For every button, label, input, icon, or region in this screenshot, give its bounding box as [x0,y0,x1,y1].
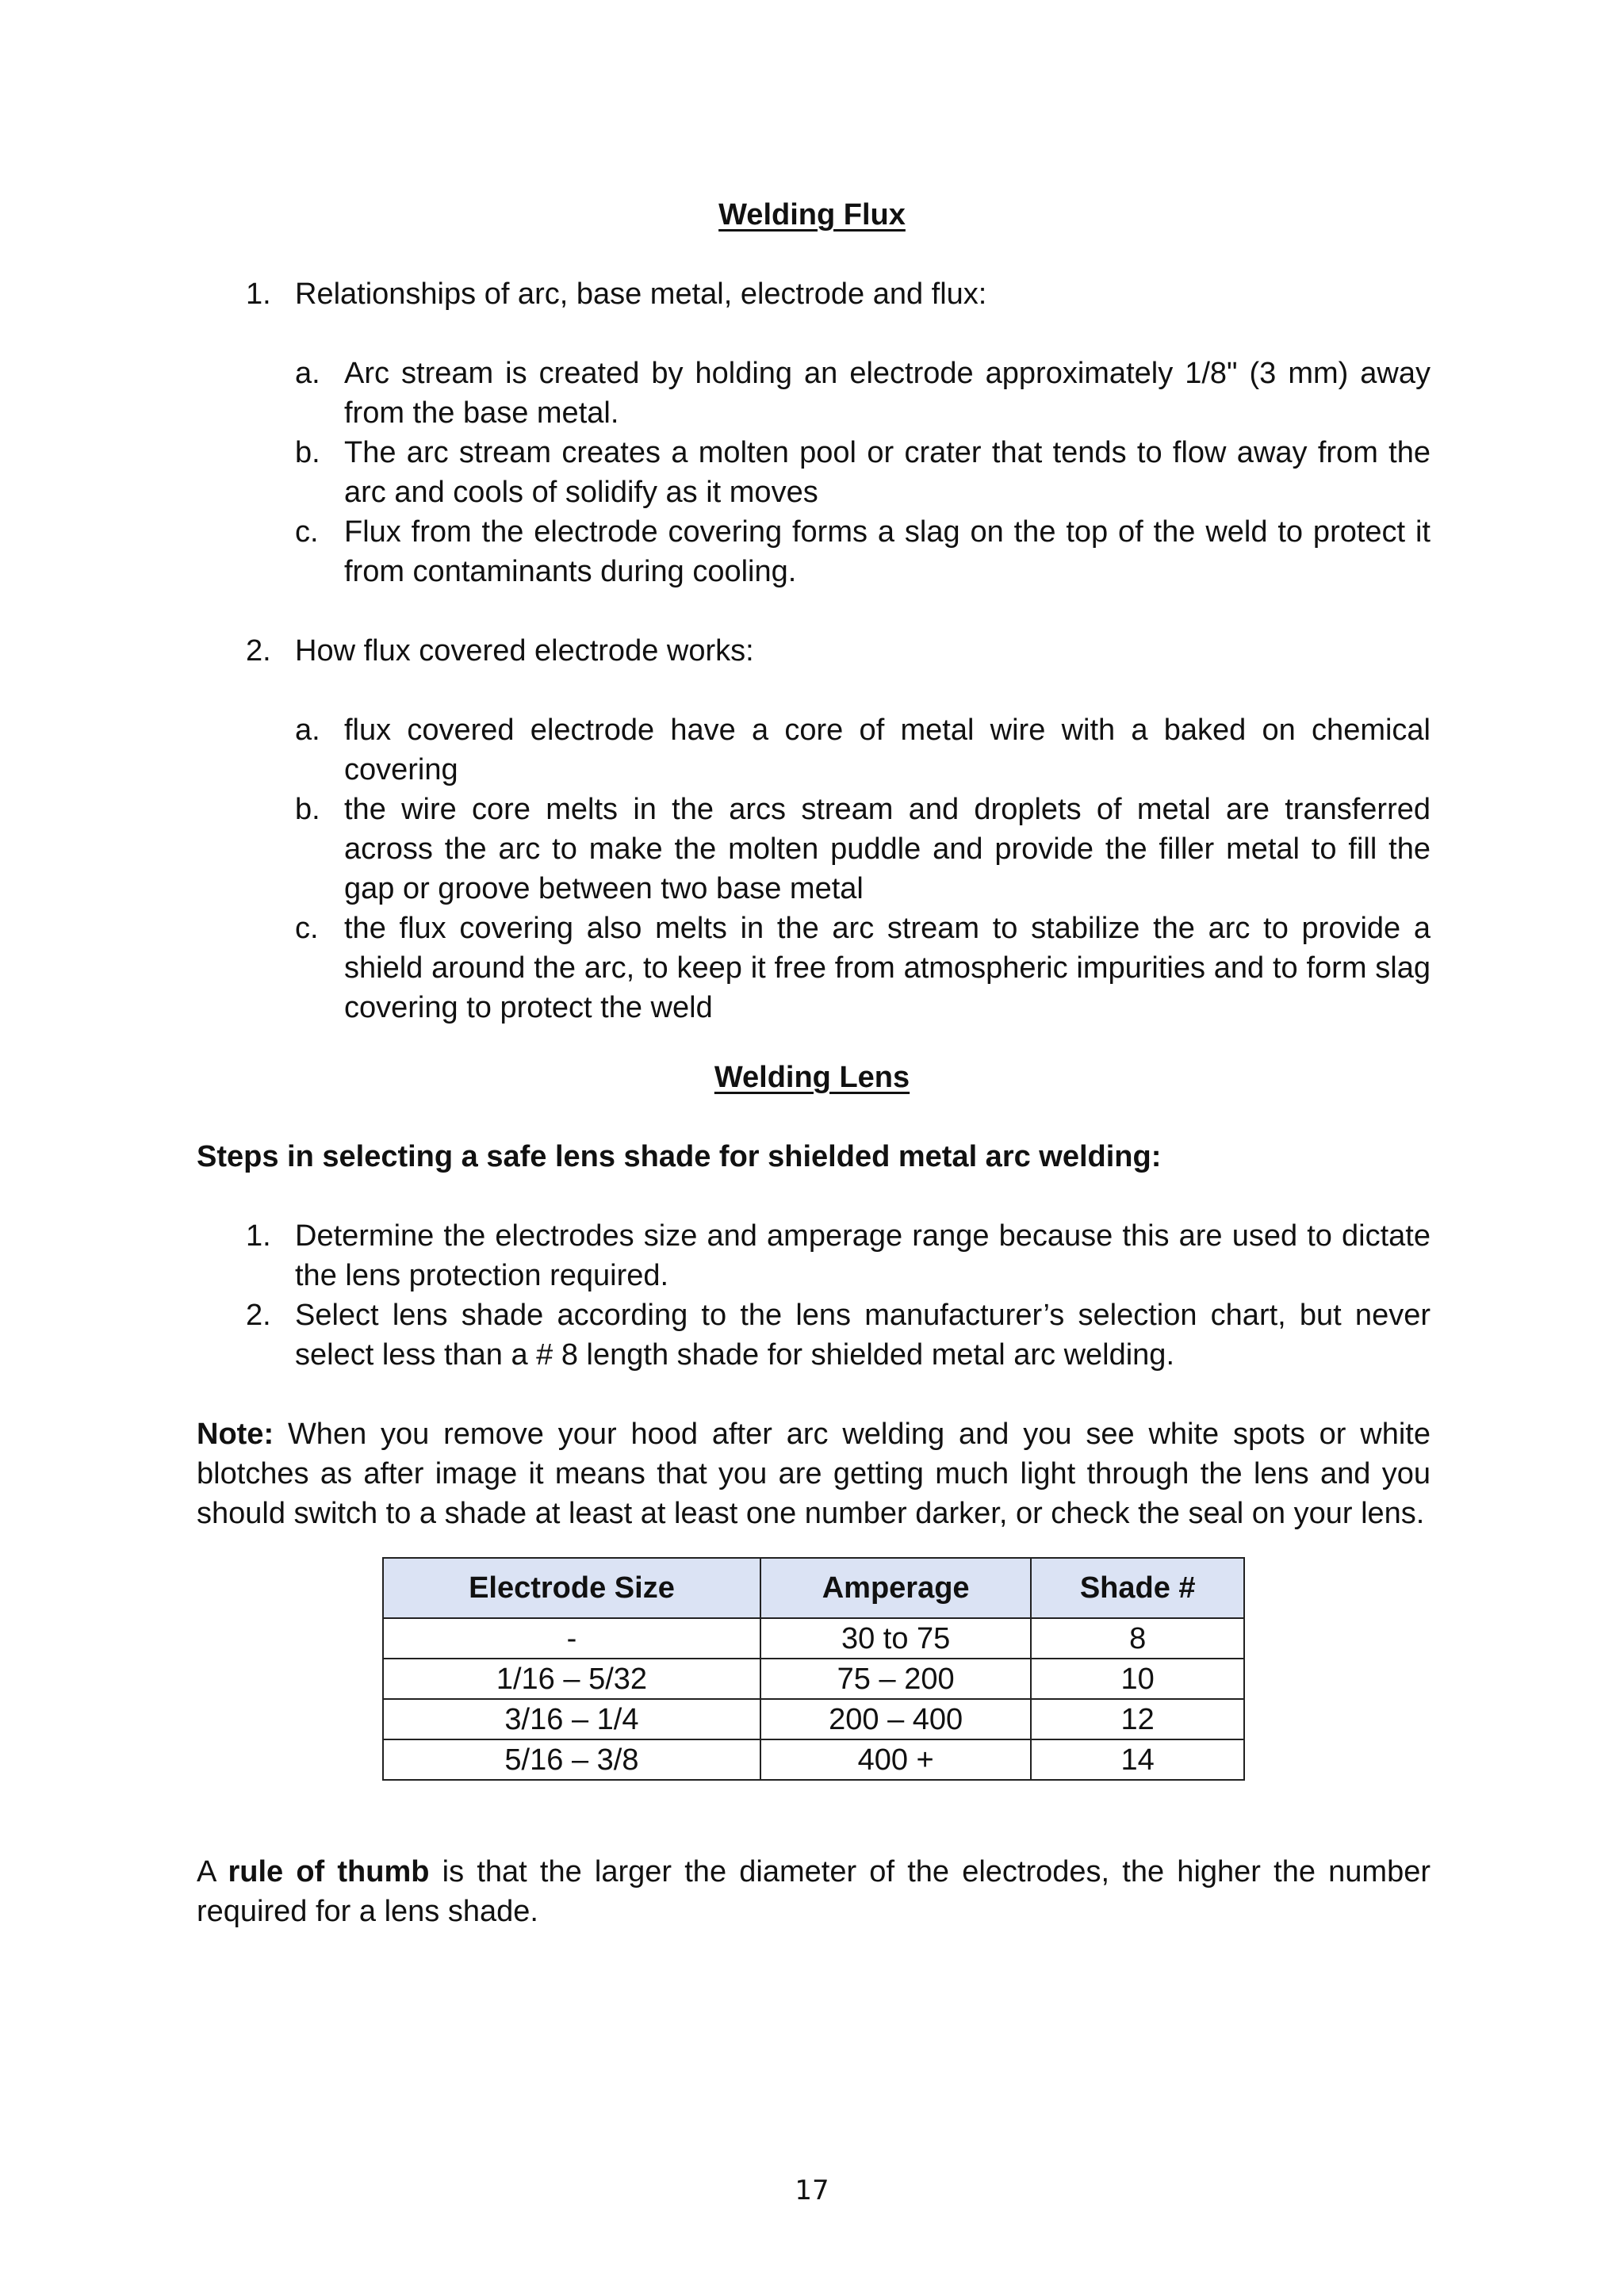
step-text: Determine the electrodes size and amperage range because this are used to dictate the lens protection required. [295,1219,1431,1292]
note-text: When you remove your hood after arc welding and you see white spots or white blotches as after image it means that you are getting much light through the lens and you should switch to a shade at least at least one number darker, or check the seal on your lens. [197,1418,1431,1530]
list-letter: b. [295,793,320,826]
table-cell: 14 [1031,1739,1244,1780]
lens-step-1 [246,1216,1431,1295]
sub-list-item [295,512,1431,591]
header-amperage: Amperage [760,1558,1032,1618]
sub-list-item [295,710,1431,790]
list-item-text: Relationships of arc, base metal, electrode and flux: [295,277,987,311]
flux-sublist-2 [295,710,1431,1027]
welding-lens-title: Welding Lens [714,1061,910,1094]
list-number: 1. [246,1219,271,1253]
sub-item-text: the flux covering also melts in the arc stream to stabilize the arc to provide a shield around the arc, to keep it free from atmospheric impurities and to form slag covering to protect the weld [344,912,1431,1024]
list-item-text: How flux covered electrode works: [295,634,754,668]
step-text: Select lens shade according to the lens manufacturer’s selection chart, but never select less than a # 8 length shade for shielded metal arc welding. [295,1299,1431,1372]
list-letter: c. [295,515,319,549]
flux-item-2 [246,631,1431,1027]
list-letter: c. [295,912,319,945]
list-letter: b. [295,436,320,469]
table-cell: 5/16 – 3/8 [383,1739,760,1780]
table-row [383,1618,1244,1659]
rule-bold: rule of thumb [228,1855,430,1888]
table-cell: 1/16 – 5/32 [383,1659,760,1699]
table-cell: 400 + [760,1739,1032,1780]
table-cell: 3/16 – 1/4 [383,1699,760,1739]
flux-sublist-1 [295,354,1431,591]
table-row [383,1739,1244,1780]
table-cell: 8 [1031,1618,1244,1659]
rule-prefix: A [197,1855,228,1888]
lens-shade-table [382,1557,1245,1781]
list-letter: a. [295,714,320,747]
header-electrode-size: Electrode Size [383,1558,760,1618]
list-number: 1. [246,277,271,311]
note-paragraph [197,1414,1431,1533]
table-row [383,1659,1244,1699]
note-label: Note: [197,1418,274,1451]
sub-item-text: Flux from the electrode covering forms a slag on the top of the weld to protect it from contaminants during cooling. [344,515,1431,588]
table-cell: 75 – 200 [760,1659,1032,1699]
rule-of-thumb-paragraph [197,1852,1431,1931]
list-letter: a. [295,357,320,390]
header-shade: Shade # [1031,1558,1244,1618]
sub-item-text: Arc stream is created by holding an electrode approximately 1/8" (3 mm) away from the base metal. [344,357,1431,430]
list-number: 2. [246,1299,271,1332]
sub-item-text: The arc stream creates a molten pool or crater that tends to flow away from the arc and cools of solidify as it moves [344,436,1431,509]
welding-flux-title: Welding Flux [718,198,906,232]
flux-list [246,274,1431,1027]
page-number: 17 [795,2175,829,2206]
table-header-row [383,1558,1244,1618]
lens-steps-list [246,1216,1431,1375]
sub-list-item [295,909,1431,1027]
sub-list-item [295,433,1431,512]
rule-text: is that the larger the diameter of the electrodes, the higher the number required for a lens shade. [197,1855,1431,1928]
flux-item-1 [246,274,1431,591]
table-cell: 12 [1031,1699,1244,1739]
sub-list-item [295,790,1431,909]
sub-item-text: the wire core melts in the arcs stream and droplets of metal are transferred across the arc to make the molten puddle and provide the filler metal to fill the gap or groove between two base metal [344,793,1431,905]
table-cell: 10 [1031,1659,1244,1699]
table-row [383,1699,1244,1739]
list-number: 2. [246,634,271,668]
table-cell: 30 to 75 [760,1618,1032,1659]
sub-item-text: flux covered electrode have a core of metal wire with a baked on chemical covering [344,714,1431,786]
lens-step-2 [246,1295,1431,1375]
sub-list-item [295,354,1431,433]
table-cell: 200 – 400 [760,1699,1032,1739]
steps-heading: Steps in selecting a safe lens shade for shielded metal arc welding: [197,1140,1162,1173]
table-cell: - [383,1618,760,1659]
